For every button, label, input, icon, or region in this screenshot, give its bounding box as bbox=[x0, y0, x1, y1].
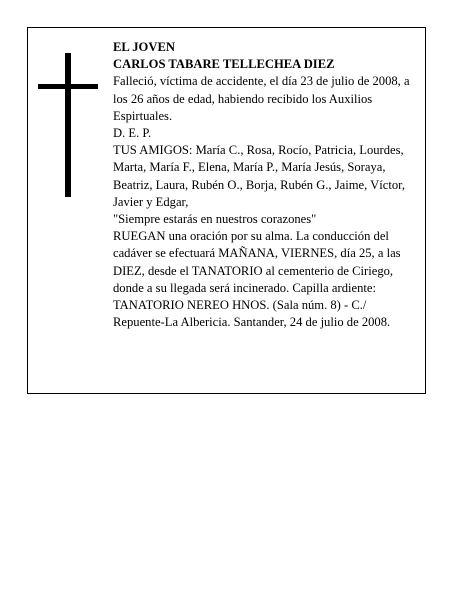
obituary-heading-prefix: EL JOVEN bbox=[113, 40, 175, 54]
latin-cross-icon bbox=[38, 53, 98, 197]
friends-list: TUS AMIGOS: María C., Rosa, Rocío, Patricia, Lourdes, Marta, María F., Elena, María P., María Jesús, Soraya, Beatriz, Laura, Rubén O., Borja, Rubén G., Jaime, Víctor, Javier y Edgar, bbox=[113, 143, 405, 209]
rest-in-peace: D. E. P. bbox=[113, 126, 152, 141]
cross-vertical-bar bbox=[65, 53, 71, 197]
obituary-text bbox=[113, 39, 419, 331]
funeral-details: RUEGAN una oración por su alma. La conducción del cadáver se efectuará MAÑANA, VIERNES, día 25, a las DIEZ, desde el TANATORIO al cementerio de Ciriego, donde a su llegada será incinerado. Capilla ardiente: TANATORIO NEREO HNOS. (Sala núm. 8) - C./ Repuente-La Albericia. Santander, 24 de julio de 2008. bbox=[113, 229, 401, 330]
deceased-name: CARLOS TABARE TELLECHEA DIEZ bbox=[113, 57, 335, 72]
memorial-quote: "Siempre estarás en nuestros corazones" bbox=[113, 212, 317, 227]
death-announcement: Falleció, víctima de accidente, el día 23 de julio de 2008, a los 26 años de edad, habiendo recibido los Auxilios Espirtuales. bbox=[113, 74, 410, 123]
cross-horizontal-bar bbox=[38, 84, 98, 89]
